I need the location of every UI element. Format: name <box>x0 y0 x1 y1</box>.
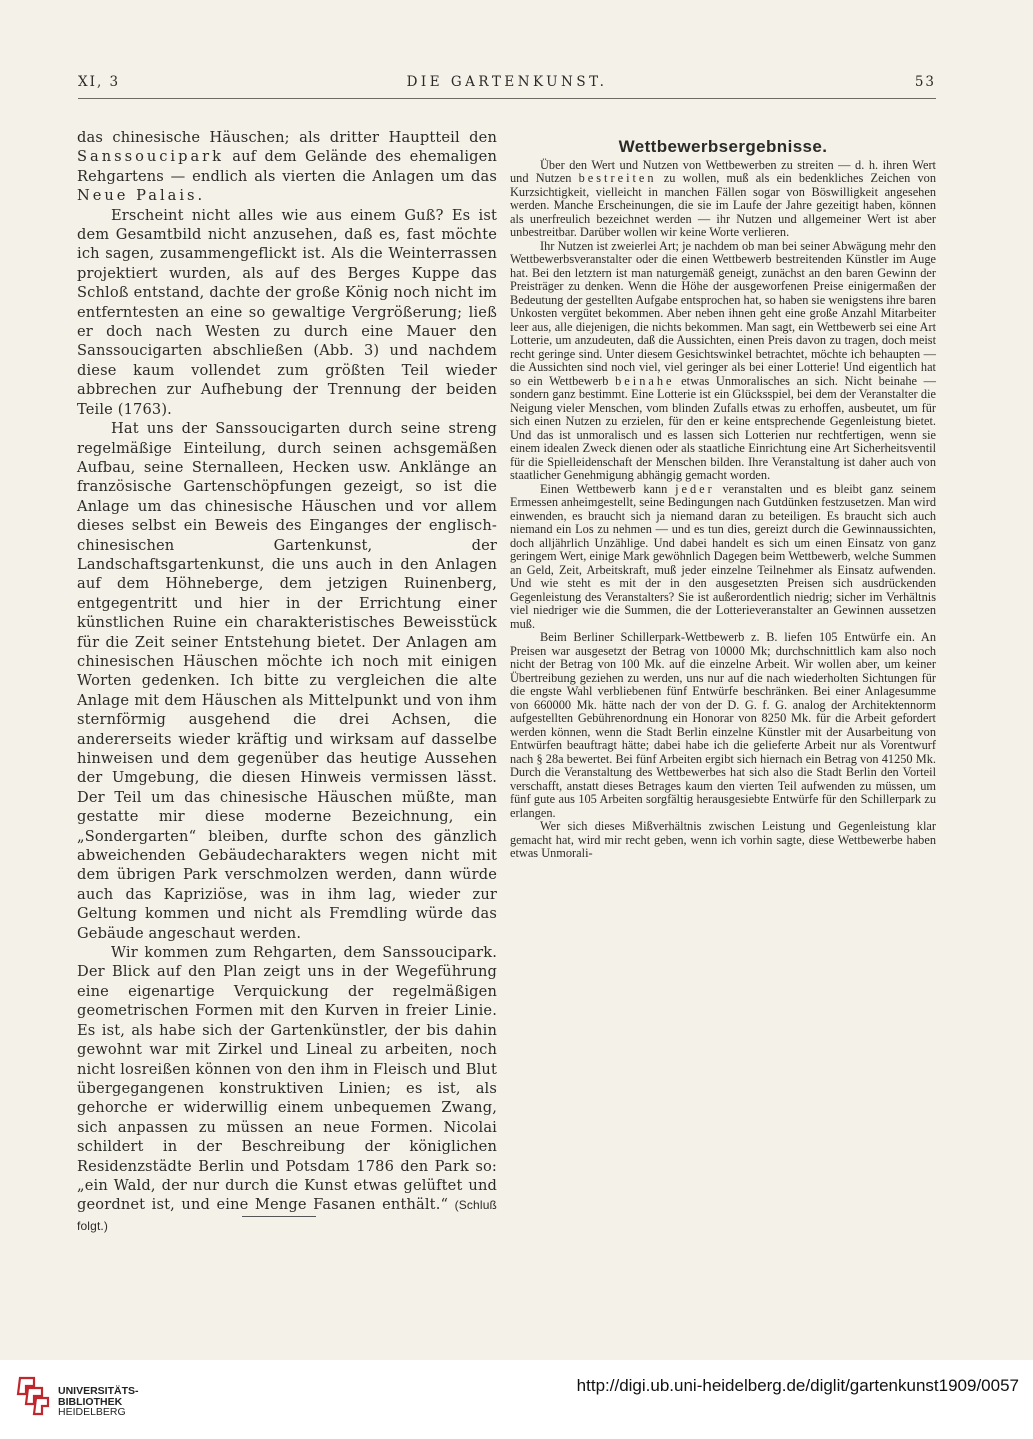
library-logo-icon <box>14 1374 50 1416</box>
digital-library-link[interactable]: http://digi.ub.uni-heidelberg.de/diglit/gartenkunst1909/0057 <box>576 1376 1019 1395</box>
library-footer <box>0 1360 1033 1439</box>
left-paragraph-1: das chinesische Häuschen; als dritter Hauptteil den Sanssoucipark auf dem Gelände des ehemaligen Rehgartens — endlich als vierten die Anlagen um das Neue Palais. <box>77 129 497 205</box>
left-paragraph-3: Hat uns der Sanssoucigarten durch seine streng regelmäßige Einteilung, durch seinen achsgemäßen Aufbau, seine Sternalleen, Hecken usw. Anklänge an französische Gartenschöpfungen gezeigt, so ist die Anlage um das chinesische Häuschen und vor allem dieses selbst ein Beweis des Einganges der englisch-chinesischen Gartenkunst, der Landschaftsgartenkunst, die uns auch in den Anlagen auf dem Höhneberge, dem jetzigen Ruinenberg, entgegentritt und hier in der Errichtung einer künstlichen Ruine ein charakteristisches Beweisstück für die Zeit seiner Entstehung bietet. Der Anlagen am chinesischen Häuschen möchte ich noch mit einigen Worten gedenken. Ich bitte zu vergleichen die alte Anlage mit dem Häuschen als Mittelpunkt und von ihm sternförmig ausgehend die drei Achsen, die andererseits wieder kräftig und wirksam auf dasselbe hinweisen und dem gegenüber das heutige Aussehen der Umgebung, die diesen Hinweis vermissen lässt. Der Teil um das chinesische Häuschen müßte, man gestatte mir diese moderne Bezeichnung, ein „Sondergarten“ bleiben, durfte schon des gänzlich abweichenden Gebäudecharakters wegen nicht mit dem übrigen Park verschmolzen werden, dann würde auch das Kapriziöse, was in ihm lag, wieder zur Geltung kommen und nicht als Fremdling würde das Gebäude angeschaut werden. <box>77 420 497 942</box>
right-column <box>510 137 937 861</box>
spaced-term: jeder <box>675 481 715 496</box>
article-title: Wettbewerbsergebnisse. <box>618 137 828 156</box>
right-paragraph-4: Beim Berliner Schillerpark-Wettbewerb z. B. liefen 105 Entwürfe ein. An Preisen war ausgesetzt der Betrag von 10000 Mk; durchschnittlich kam also noch nicht der Betrag von 100 Mk. auf die einzelne Arbeit. Wir wollen aber, um keiner Übertreibung geziehen zu werden, uns nur auf die nach wiederholten Sichtungen für die engste Wahl verbliebenen fünf Entwürfe beschränken. Bei einer Anlagesumme von 660000 Mk. hätte nach der von der D. G. f. G. analog der Architektennorm aufgestellten Gebührenordnung ein Honorar von 8250 Mk. für die Arbeit gefordert werden können, wenn die Stadt Berlin einzelne Künstler mit der Ausarbeitung von Entwürfen beauftragt hätte; dabei habe ich die gelieferte Arbeit nur als Vorentwurf nach § 28a bewertet. Bei fünf Arbeiten ergibt sich hiernach ein Betrag von 41250 Mk. Durch die Veranstaltung des Wettbewerbes hat sich also die Stadt Berlin den Vorteil verschafft, anstatt dieses Betrages kaum den vierten Teil aufwenden zu müssen, um fünf gute aus 105 Arbeiten sorgfältig herausgesiebte Entwürfe für den Schillerpark zu erlangen. <box>510 630 936 820</box>
right-paragraph-1: Über den Wert und Nutzen von Wettbewerben zu streiten — d. h. ihren Wert und Nutzen bestreiten zu wollen, muß als ein bedenkliches Zeichen von Kurzsichtigkeit, vielleicht in manchen Fällen sogar von Böswilligkeit angesehen werden. Manche Erscheinungen, die sie im Laufe der Jahre gezeitigt haben, können als unerfreulich bezeichnet werden — ihr Nutzen und allgemeiner Wert ist aber unbestreitbar. Darüber wollen wir keine Worte verlieren. <box>510 157 937 239</box>
right-paragraph-5: Wer sich dieses Mißverhältnis zwischen Leistung und Gegenleistung klar gemacht hat, wird mir recht geben, wenn ich vorhin sagte, diese Wettbewerbe haben etwas Unmorali- <box>510 819 936 860</box>
header-rule <box>78 98 936 99</box>
spaced-term: bestreiten <box>578 171 657 185</box>
right-paragraph-2: Ihr Nutzen ist zweierlei Art; je nachdem ob man bei seiner Abwägung mehr den Wettbewerbsveranstalter oder die einen Wettbewerb bestreitenden Künstler im Auge hat. Bei den letztern ist man naturgemäß geneigt, zunächst an den baren Gewinn der Preisträger zu denken. Wenn die Höhe der ausgeworfenen Preise einigermaßen der Bedeutung der gestellten Aufgabe entsprochen hat, so haben sie wenigstens ihre baren Unkosten vergütet bekommen. Aber neben ihnen geht eine große Anzahl Mitarbeiter leer aus, alle diejenigen, die nichts bekommen. Man sagt, ein Wettbewerb sei eine Art Lotterie, um anzudeuten, daß die Aussichten, einen Preis davon zu tragen, doch meist recht geringe sind. Unter diesem Gesichtswinkel betrachtet, möchte ich behaupten — die Aussichten sind noch viel, viel geringer als bei einer Lotterie! Und eigentlich hat so ein Wettbewerb beinahe etwas Unmoralisches an sich. Nicht beinahe — sondern ganz bestimmt. Eine Lotterie ist ein Glücksspiel, bei dem der Veranstalter die Neigung vieler Menschen, vom blinden Zufalls etwas zu erhoffen, ausbeutet, um für sich einen Nutzen zu erzielen, für den er keine entsprechende Gegenleistung bietet. Und das ist unmoralisch und es lassen sich Lotterien nur rechtfertigen, wenn sie einem idealen Zweck dienen oder als staatliche Einrichtung eine Art Sicherheitsventil für die Spielleidenschaft der Menschen bilden. Ihre Veranstaltung ist daher auch von staatlicher Genehmigung abhängig gemacht worden. <box>510 238 936 482</box>
page-header <box>78 74 936 96</box>
spaced-term: Neue Palais. <box>77 187 206 205</box>
spaced-term: Sanssoucipark <box>77 148 224 166</box>
library-name: UNIVERSITÄTS- BIBLIOTHEK HEIDELBERG <box>58 1385 139 1418</box>
right-paragraph-3: Einen Wettbewerb kann jeder veranstalten und es bleibt ganz seinem Ermessen anheimgestellt, seine Bedingungen nach Gutdünken festzusetzen. Man wird einwenden, es braucht sich ja niemand daran zu beteiligen. Es braucht sich auch niemand ein Los zu nehmen — und es tun dies, gereizt durch die Gewinnaussichten, doch alljährlich Unzählige. Und dabei handelt es sich um einen Einsatz von ganz geringem Wert, einige Mark gewöhnlich Dagegen beim Wettbewerb, welche Summen an Geld, Zeit, Arbeitskraft, muß jeder einzelne Teilnehmer als Einsatz aufwenden. Und wie steht es mit der in den ausgesetzten Preisen sich ausdrückenden Gegenleistung des Veranstalters? Sie ist außerordentlich niedrig; sicher im Verhältnis viel niedriger wie die Summen, die der Lotterieveranstalter an Gewinnen aussetzen muß. <box>510 481 936 631</box>
left-paragraph-4: Wir kommen zum Rehgarten, dem Sanssoucipark. Der Blick auf den Plan zeigt uns in der Wegeführung eine eigenartige Verquickung der regelmäßigen geometrischen Formen mit den Kurven in freier Linie. Es ist, als habe sich der Gartenkünstler, der bis dahin gewohnt war mit Zirkel und Lineal zu arbeiten, noch nicht losreißen können von den ihm in Fleisch und Blut übergegangenen konstruktiven Linien; es ist, als gehorche er widerwillig einem unbequemen Zwang, sich anpassen zu müssen an neue Formen. Nicolai schildert in der Beschreibung der königlichen Residenzstädte Berlin und Potsdam 1786 den Park so: „ein Wald, der nur durch die Kunst etwas gelüftet und geordnet ist, und eine Menge Fasanen enthält.“ (Schluß folgt.) <box>77 944 498 1233</box>
page-number: 53 <box>914 74 936 90</box>
journal-title: DIE GARTENKUNST. <box>406 74 608 90</box>
spaced-term: beinahe <box>615 373 675 388</box>
issue-number: XI, 3 <box>78 74 121 90</box>
left-paragraph-2: Erscheint nicht alles wie aus einem Guß? Es ist dem Gesamtbild nicht anzusehen, daß es, fast möchte ich sagen, zusammengeflickt ist. Als die Weinterrassen projektiert wurden, als auf des Berges Kuppe das Schloß entstand, dachte der große König noch nicht im entferntesten an eine so gewaltige Vergrößerung; ließ er doch nach Westen zu durch eine Mauer den Sanssoucigarten abschließen (Abb. 3) und nachdem diese kaum vollendet zum größten Teil wieder abbrechen zur Aufhebung der Trennung der beiden Teile (1763). <box>77 206 497 418</box>
continued-note: (Schluß folgt.) <box>77 1198 498 1233</box>
section-end-rule <box>242 1216 316 1217</box>
left-column <box>77 128 497 1236</box>
